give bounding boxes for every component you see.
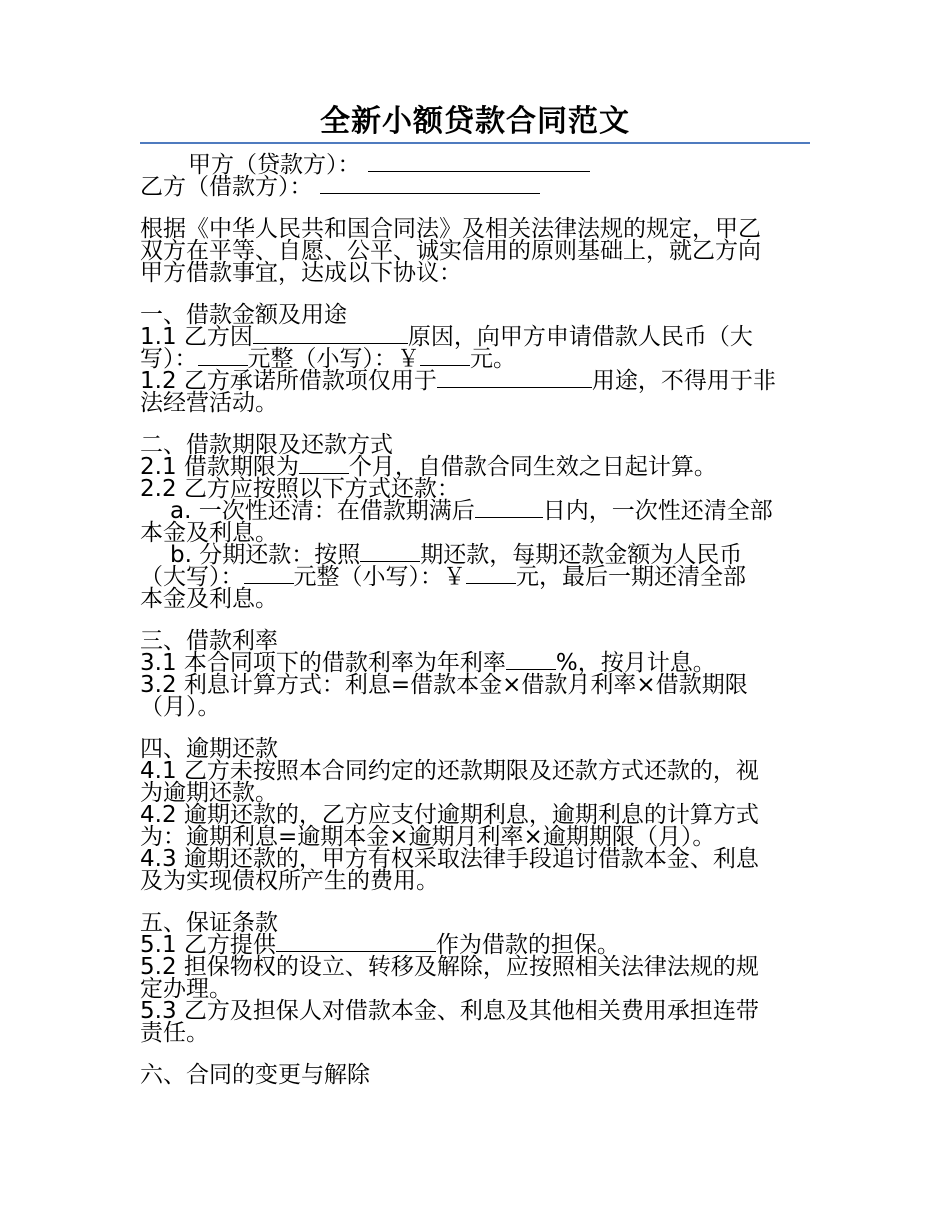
intro-line-1: 根据《中华人民共和国合同法》及相关法律法规的规定，甲乙 bbox=[140, 216, 761, 242]
party-borrower-line bbox=[140, 176, 810, 198]
clause-5-1 bbox=[140, 934, 810, 956]
reason-blank bbox=[253, 327, 408, 344]
clause-4-1-line-2: 为逾期还款。 bbox=[140, 780, 278, 806]
clause-5-3-line-2: 责任。 bbox=[140, 1020, 209, 1046]
section-4-heading: 四、逾期还款 bbox=[140, 736, 278, 762]
section-1-heading: 一、借款金额及用途 bbox=[140, 302, 347, 328]
clause-3-1 bbox=[140, 652, 810, 674]
intro-line-3: 甲方借款事宜，达成以下协议： bbox=[140, 260, 462, 286]
clause-2-1 bbox=[140, 456, 810, 478]
party-borrower-blank bbox=[320, 177, 540, 194]
rate-blank bbox=[506, 653, 556, 670]
guarantee-blank bbox=[276, 935, 436, 952]
option-b-line-2 bbox=[140, 566, 810, 588]
clause-text: 2.1 借款期限为 bbox=[140, 454, 299, 480]
clause-text: （大写）： bbox=[140, 564, 244, 590]
section-6-heading: 六、合同的变更与解除 bbox=[140, 1062, 370, 1088]
clause-text: 元，最后一期还清全部 bbox=[516, 564, 746, 590]
clause-4-3-line-2: 及为实现债权所产生的费用。 bbox=[140, 868, 439, 894]
clause-4-2-line-2: 为：逾期利息=逾期本金×逾期月利率×逾期期限（月）。 bbox=[140, 824, 716, 850]
clause-4-1-line-1: 4.1 乙方未按照本合同约定的还款期限及还款方式还款的，视 bbox=[140, 758, 759, 784]
spacer bbox=[140, 892, 810, 912]
option-a-line-1 bbox=[140, 500, 810, 522]
amount-upper-blank bbox=[198, 349, 248, 366]
clause-text: 元整（小写）：￥ bbox=[293, 564, 466, 590]
clause-text: 1.2 乙方承诺所借款项仅用于 bbox=[140, 368, 437, 394]
clause-3-2-line-1: 3.2 利息计算方式：利息=借款本金×借款月利率×借款期限 bbox=[140, 672, 748, 698]
clause-text: 日内，一次性还清全部 bbox=[542, 498, 773, 524]
clause-text: 个月，自借款合同生效之日起计算。 bbox=[348, 454, 717, 480]
periods-blank bbox=[360, 545, 420, 562]
option-b-line-3: 本金及利息。 bbox=[140, 586, 278, 612]
clause-2-2: 2.2 乙方应按照以下方式还款： bbox=[140, 476, 460, 502]
option-a-line-2: 本金及利息。 bbox=[140, 520, 278, 546]
clause-1-2-line-2: 法经营活动。 bbox=[140, 390, 278, 416]
spacer bbox=[140, 284, 810, 304]
clause-5-2-line-1: 5.2 担保物权的设立、转移及解除，应按照相关法律法规的规 bbox=[140, 954, 759, 980]
party-lender-blank bbox=[368, 155, 590, 172]
clause-text: 元。 bbox=[470, 346, 516, 372]
clause-text: b. 分期还款：按照 bbox=[170, 542, 361, 568]
party-lender-label: 甲方（贷款方）： bbox=[188, 152, 361, 178]
amount-lower-blank bbox=[420, 349, 470, 366]
clause-text: %，按月计息。 bbox=[555, 650, 716, 676]
clause-text: 用途，不得用于非 bbox=[591, 368, 776, 394]
clause-text: 原因，向甲方申请借款人民币（大 bbox=[407, 324, 753, 350]
option-b-line-1 bbox=[140, 544, 810, 566]
clause-1-1-line-1 bbox=[140, 326, 810, 348]
section-2-heading: 二、借款期限及还款方式 bbox=[140, 432, 393, 458]
party-lender-line bbox=[140, 154, 810, 176]
days-blank bbox=[475, 501, 543, 518]
contract-page bbox=[140, 100, 810, 1086]
clause-5-2-line-2: 定办理。 bbox=[140, 976, 232, 1002]
clause-1-1-line-2 bbox=[140, 348, 810, 370]
clause-4-2-line-1: 4.2 逾期还款的，乙方应支付逾期利息，逾期利息的计算方式 bbox=[140, 802, 759, 828]
clause-text: 作为借款的担保。 bbox=[435, 932, 620, 958]
spacer bbox=[140, 198, 810, 218]
spacer bbox=[140, 610, 810, 630]
installment-upper-blank bbox=[244, 567, 294, 584]
clause-text: 5.1 乙方提供 bbox=[140, 932, 276, 958]
months-blank bbox=[299, 457, 349, 474]
section-5-heading: 五、保证条款 bbox=[140, 910, 278, 936]
clause-text: 期还款，每期还款金额为人民币 bbox=[420, 542, 743, 568]
installment-lower-blank bbox=[466, 567, 516, 584]
clause-text: 3.1 本合同项下的借款利率为年利率 bbox=[140, 650, 506, 676]
title-block bbox=[140, 100, 810, 144]
spacer bbox=[140, 718, 810, 738]
document-title: 全新小额贷款合同范文 bbox=[320, 104, 630, 139]
intro-line-2: 双方在平等、自愿、公平、诚实信用的原则基础上，就乙方向 bbox=[140, 238, 761, 264]
clause-text: 1.1 乙方因 bbox=[140, 324, 253, 350]
clause-1-2-line-1 bbox=[140, 370, 810, 392]
clause-4-3-line-1: 4.3 逾期还款的，甲方有权采取法律手段追讨借款本金、利息 bbox=[140, 846, 759, 872]
spacer bbox=[140, 414, 810, 434]
clause-text: 写）： bbox=[140, 346, 198, 372]
purpose-blank bbox=[437, 371, 592, 388]
spacer bbox=[140, 1044, 810, 1064]
clause-text: a. 一次性还清：在借款期满后 bbox=[170, 498, 475, 524]
party-borrower-label: 乙方（借款方）： bbox=[140, 174, 313, 200]
clause-5-3-line-1: 5.3 乙方及担保人对借款本金、利息及其他相关费用承担连带 bbox=[140, 998, 759, 1024]
clause-text: 元整（小写）：￥ bbox=[247, 346, 420, 372]
clause-3-2-line-2: （月）。 bbox=[140, 694, 221, 720]
section-3-heading: 三、借款利率 bbox=[140, 628, 278, 654]
